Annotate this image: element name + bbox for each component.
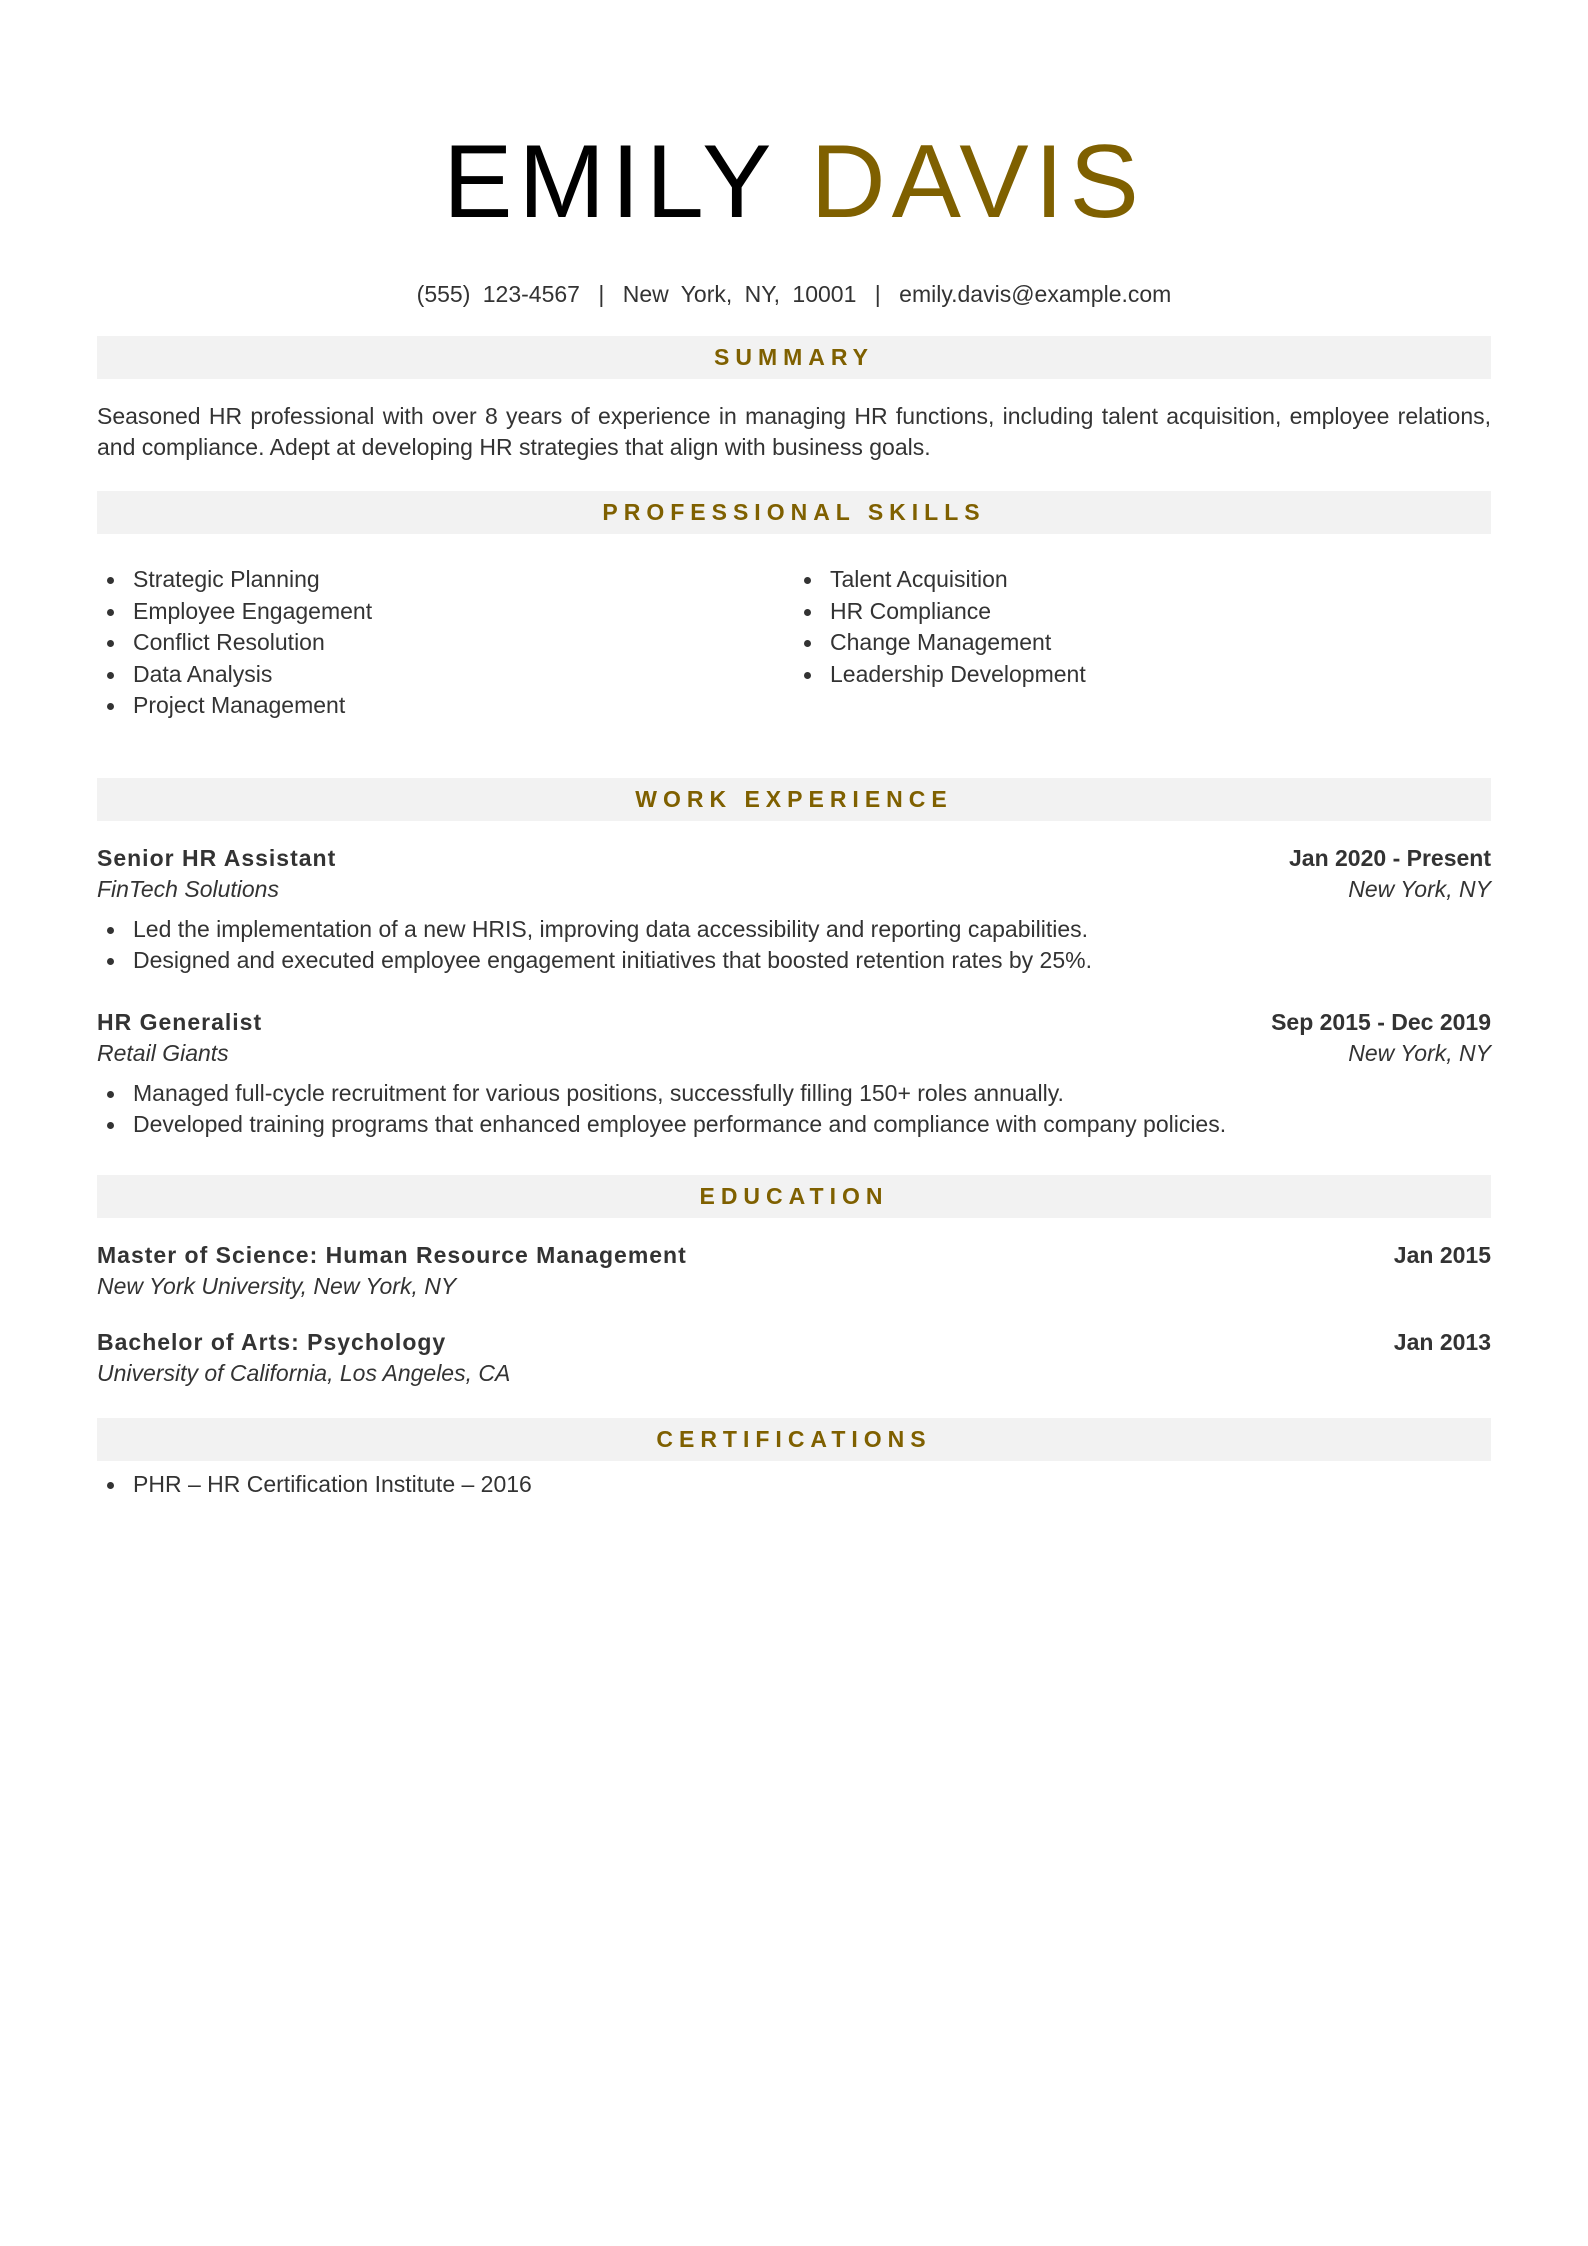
contact-separator: | (874, 281, 881, 307)
job-bullet: Developed training programs that enhanced employee performance and compliance with company policies. (97, 1109, 1491, 1141)
candidate-name (97, 0, 1491, 242)
phone: (555) 123-4567 (416, 281, 580, 307)
skill-item: Conflict Resolution (97, 627, 794, 659)
degree-date: Jan 2015 (1393, 1241, 1491, 1268)
job-location: New York, NY (1348, 1040, 1491, 1066)
job-location: New York, NY (1348, 876, 1491, 902)
job-title: HR Generalist (97, 1008, 263, 1035)
skills-heading: PROFESSIONAL SKILLS (97, 491, 1491, 534)
skill-item: HR Compliance (794, 596, 1491, 628)
skills-columns (97, 556, 1491, 722)
skill-item: Leadership Development (794, 659, 1491, 691)
skill-item: Project Management (97, 690, 794, 722)
school: University of California, Los Angeles, CA (97, 1360, 511, 1386)
school: New York University, New York, NY (97, 1273, 457, 1299)
job-dates: Sep 2015 - Dec 2019 (1271, 1008, 1491, 1035)
certifications-list (97, 1469, 1491, 1501)
job-entry (97, 1007, 1491, 1141)
degree: Bachelor of Arts: Psychology (97, 1328, 447, 1355)
job-company: Retail Giants (97, 1040, 229, 1066)
skill-item: Change Management (794, 627, 1491, 659)
job-bullet: Designed and executed employee engagement initiatives that boosted retention rates by 25%. (97, 945, 1491, 977)
certifications-heading: CERTIFICATIONS (97, 1418, 1491, 1461)
location: New York, NY, 10001 (622, 281, 857, 307)
degree: Master of Science: Human Resource Management (97, 1241, 687, 1268)
job-title: Senior HR Assistant (97, 844, 337, 871)
skills-right-list (794, 564, 1491, 722)
certification-item: PHR – HR Certification Institute – 2016 (97, 1469, 1491, 1501)
skill-item: Employee Engagement (97, 596, 794, 628)
contact-separator: | (598, 281, 605, 307)
job-dates: Jan 2020 - Present (1288, 844, 1491, 871)
skill-item: Data Analysis (97, 659, 794, 691)
job-bullet: Managed full-cycle recruitment for various positions, successfully filling 150+ roles annually. (97, 1078, 1491, 1110)
degree-date: Jan 2013 (1393, 1328, 1491, 1355)
summary-heading: SUMMARY (97, 336, 1491, 379)
education-heading: EDUCATION (97, 1175, 1491, 1218)
education-entry (97, 1327, 1491, 1390)
skill-item: Talent Acquisition (794, 564, 1491, 596)
skill-item: Strategic Planning (97, 564, 794, 596)
last-name: DAVIS (810, 124, 1145, 240)
job-bullets (97, 1078, 1491, 1141)
email-link[interactable]: emily.davis@example.com (899, 281, 1172, 307)
summary-text: Seasoned HR professional with over 8 years of experience in managing HR functions, including talent acquisition, employee relations, and compliance. Adept at developing HR strategies that align with business goals. (97, 403, 1491, 460)
job-bullet: Led the implementation of a new HRIS, improving data accessibility and reporting capabilities. (97, 914, 1491, 946)
first-name: EMILY (443, 124, 776, 240)
education-entry (97, 1240, 1491, 1303)
contact-line (97, 278, 1491, 310)
job-bullets (97, 914, 1491, 977)
job-entry (97, 843, 1491, 977)
skills-left-list (97, 564, 794, 722)
job-company: FinTech Solutions (97, 876, 279, 902)
work-experience-heading: WORK EXPERIENCE (97, 778, 1491, 821)
